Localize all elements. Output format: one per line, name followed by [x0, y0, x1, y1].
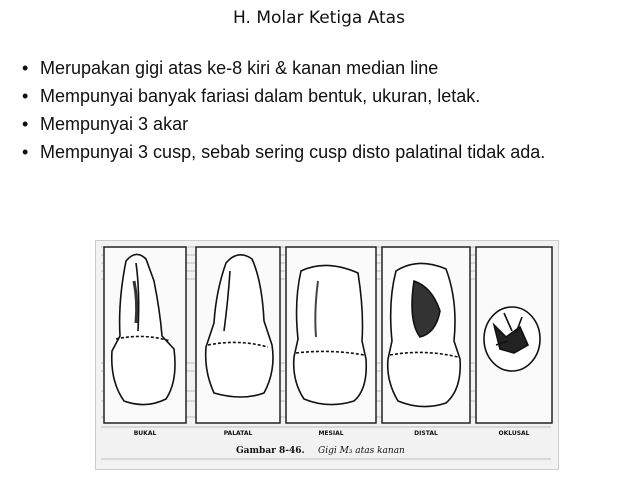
slide-title: H. Molar Ketiga Atas: [233, 8, 405, 28]
view-label-mesial: MESIAL: [318, 430, 344, 437]
bullet-item: [22, 56, 622, 80]
bullet-dot-icon: •: [22, 58, 29, 78]
bullet-list: [22, 56, 622, 168]
molar-illustration: [96, 241, 558, 469]
bullet-item: [22, 140, 622, 164]
view-label-palatal: PALATAL: [223, 430, 253, 437]
bullet-text: Merupakan gigi atas ke-8 kiri & kanan median line: [40, 58, 439, 78]
tooth-distal: [388, 263, 461, 406]
figure-caption-text: Gigi M₃ atas kanan: [318, 446, 405, 456]
bullet-text: Mempunyai 3 akar: [40, 114, 189, 134]
figure-caption-number: Gambar 8-46.: [236, 446, 305, 456]
bullet-text: Mempunyai 3 cusp, sebab sering cusp disto palatinal tidak ada.: [40, 142, 546, 162]
molar-figure: [95, 240, 559, 470]
bullet-item: [22, 112, 622, 136]
tooth-oklusal: [484, 307, 540, 371]
bullet-text: Mempunyai banyak fariasi dalam bentuk, ukuran, letak.: [40, 86, 481, 106]
view-label-oklusal: OKLUSAL: [498, 430, 530, 437]
view-label-distal: DISTAL: [414, 430, 438, 437]
bullet-dot-icon: •: [22, 86, 29, 106]
view-label-bukal: BUKAL: [133, 430, 157, 437]
bullet-dot-icon: •: [22, 142, 29, 162]
bullet-item: [22, 84, 622, 108]
tooth-mesial: [294, 265, 367, 404]
bullet-dot-icon: •: [22, 114, 29, 134]
